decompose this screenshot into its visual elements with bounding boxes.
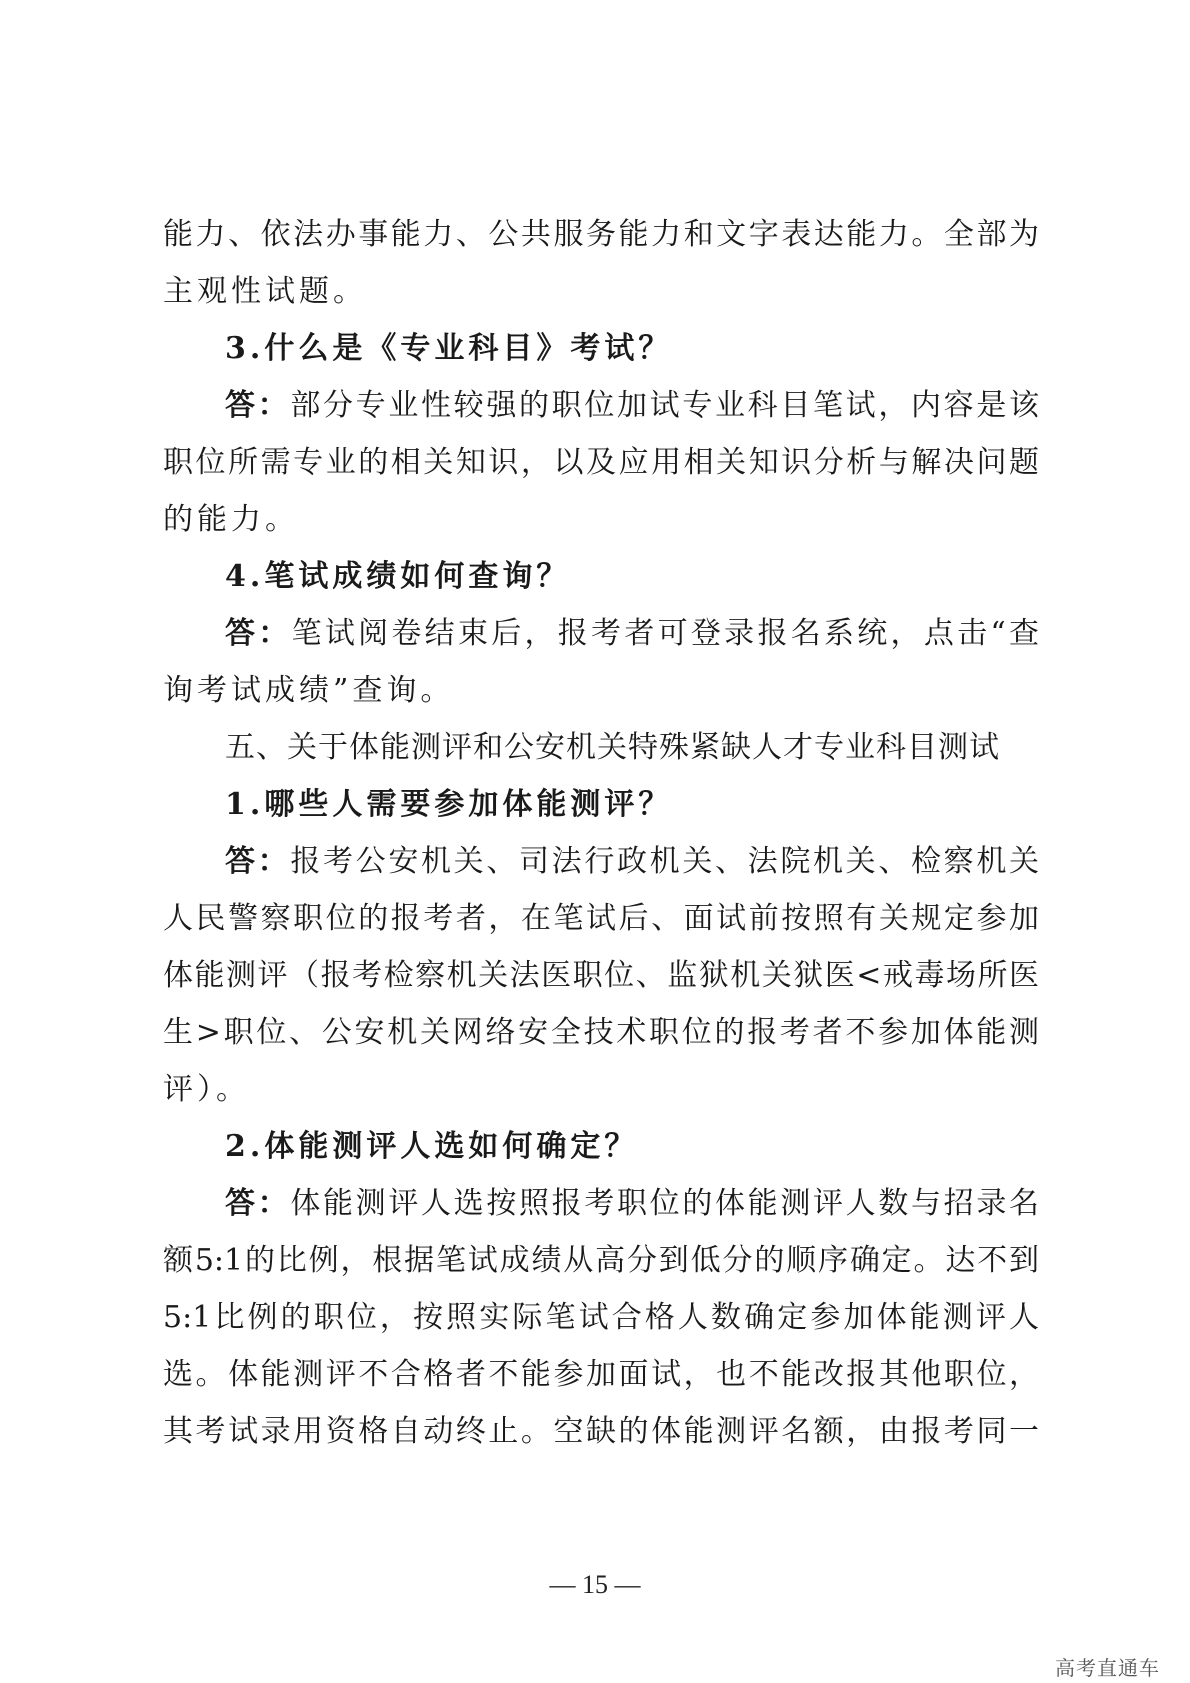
question-heading: 4.笔试成绩如何查询？ <box>225 559 571 594</box>
body-text-line: 职位所需专业的相关知识，以及应用相关知识分析与解决问题 <box>163 445 1039 480</box>
watermark-text: 高考直通车 <box>1055 1656 1160 1680</box>
answer-label: 答： <box>225 388 291 423</box>
body-text-line: 人民警察职位的报考者，在笔试后、面试前按照有关规定参加 <box>163 901 1039 936</box>
answer-first-line <box>163 833 1039 890</box>
question-heading: 2.体能测评人选如何确定？ <box>225 1129 639 1164</box>
body-text-line: 评）。 <box>163 1072 250 1107</box>
answer-label: 答： <box>225 1186 291 1221</box>
answer-text: 报考公安机关、司法行政机关、法院机关、检察机关 <box>290 844 1040 879</box>
body-text-line: 的能力。 <box>163 502 299 537</box>
answer-text: 笔试阅卷结束后，报考者可登录报名系统，点击“查 <box>291 616 1040 651</box>
answer-label: 答： <box>225 844 291 879</box>
document-body <box>163 206 1039 1460</box>
body-text-line: 生>职位、公安机关网络安全技术职位的报考者不参加体能测 <box>163 1015 1039 1050</box>
body-text-line: 询考试成绩”查询。 <box>163 673 455 708</box>
body-text-line: 其考试录用资格自动终止。空缺的体能测评名额，由报考同一 <box>163 1414 1039 1449</box>
body-text-line: 额5:1的比例，根据笔试成绩从高分到低分的顺序确定。达不到 <box>163 1243 1039 1278</box>
section-heading: 五、关于体能测评和公安机关特殊紧缺人才专业科目测试 <box>225 730 1000 765</box>
answer-first-line <box>163 605 1039 662</box>
body-text-line: 5:1比例的职位，按照实际笔试合格人数确定参加体能测评人 <box>163 1300 1039 1335</box>
answer-first-line <box>163 377 1039 434</box>
answer-first-line <box>163 1175 1039 1232</box>
answer-text: 体能测评人选按照报考职位的体能测评人数与招录名 <box>290 1186 1040 1221</box>
answer-label: 答： <box>225 616 292 651</box>
page-number: — 15 — <box>549 1570 641 1599</box>
question-heading: 1.哪些人需要参加体能测评？ <box>225 787 673 822</box>
answer-text: 部分专业性较强的职位加试专业科目笔试，内容是该 <box>290 388 1040 423</box>
body-text-line: 能力、依法办事能力、公共服务能力和文字表达能力。全部为 <box>163 217 1039 252</box>
body-text-line: 体能测评（报考检察机关法医职位、监狱机关狱医<戒毒场所医 <box>163 958 1039 993</box>
question-heading: 3.什么是《专业科目》考试？ <box>225 331 673 366</box>
body-text-line: 主观性试题。 <box>163 274 367 309</box>
body-text-line: 选。体能测评不合格者不能参加面试，也不能改报其他职位， <box>163 1357 1039 1392</box>
